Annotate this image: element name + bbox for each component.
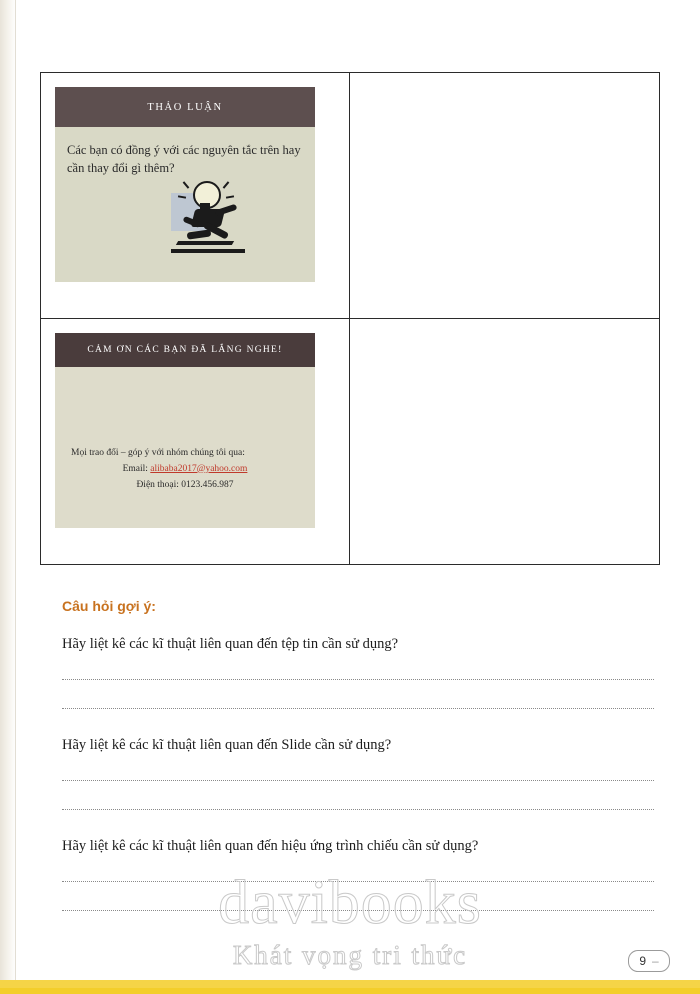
question-item: [40, 636, 660, 709]
bottom-color-band-inner: [0, 988, 700, 994]
question-item: [40, 737, 660, 810]
spacer: [40, 822, 660, 838]
slide-1-title: THẢO LUẬN: [55, 87, 315, 127]
slide-2-body: [55, 445, 315, 493]
page-binding-edge: [0, 0, 16, 994]
question-text: Hãy liệt kê các kĩ thuật liên quan đến Slide cần sử dụng?: [62, 737, 392, 753]
watermark-subtitle: Khát vọng tri thức: [232, 940, 468, 970]
slide-1-body: Các bạn có đồng ý với các nguyên tắc trên hay cần thay đổi gì thêm?: [67, 143, 301, 176]
answer-line[interactable]: [62, 663, 654, 680]
bottom-color-band: [0, 980, 700, 994]
answer-line[interactable]: [62, 692, 654, 709]
handout-cell-2: [41, 319, 350, 565]
slide-2-title: CẢM ƠN CÁC BẠN ĐÃ LẮNG NGHE!: [55, 333, 315, 367]
questions-heading: Câu hỏi gợi ý:: [62, 598, 156, 614]
slide-handout-grid: [40, 72, 660, 565]
questions-section: [40, 598, 660, 923]
question-item: [40, 838, 660, 911]
question-text: Hãy liệt kê các kĩ thuật liên quan đến tệp tin cần sử dụng?: [62, 636, 399, 652]
slide-2-lead: Mọi trao đổi – góp ý với nhóm chúng tôi qua:: [71, 447, 245, 458]
page-edge-rule: [15, 0, 16, 994]
lightbulb-runner-icon: [163, 179, 253, 261]
handout-notes-area-2[interactable]: [350, 319, 659, 565]
answer-line[interactable]: [62, 793, 654, 810]
answer-line[interactable]: [62, 764, 654, 781]
answer-line[interactable]: [62, 865, 654, 882]
email-label: Email:: [122, 463, 148, 474]
question-text: Hãy liệt kê các kĩ thuật liên quan đến hiệu ứng trình chiếu cần sử dụng?: [62, 838, 479, 854]
email-link[interactable]: alibaba2017@yahoo.com: [150, 463, 248, 474]
slide-2-email-row: [55, 461, 315, 477]
page-number-suffix: –: [652, 954, 659, 968]
answer-line[interactable]: [62, 894, 654, 911]
watermark-title: davibooks: [218, 869, 482, 937]
slide-thao-luan[interactable]: [55, 87, 315, 282]
page-number: [628, 950, 670, 972]
slide-2-phone: Điện thoại: 0123.456.987: [136, 479, 234, 490]
handout-notes-area-1[interactable]: [350, 73, 659, 319]
handout-cell-1: [41, 73, 350, 319]
spacer: [40, 721, 660, 737]
slide-cam-on[interactable]: [55, 333, 315, 528]
page-number-value: 9: [639, 954, 646, 968]
